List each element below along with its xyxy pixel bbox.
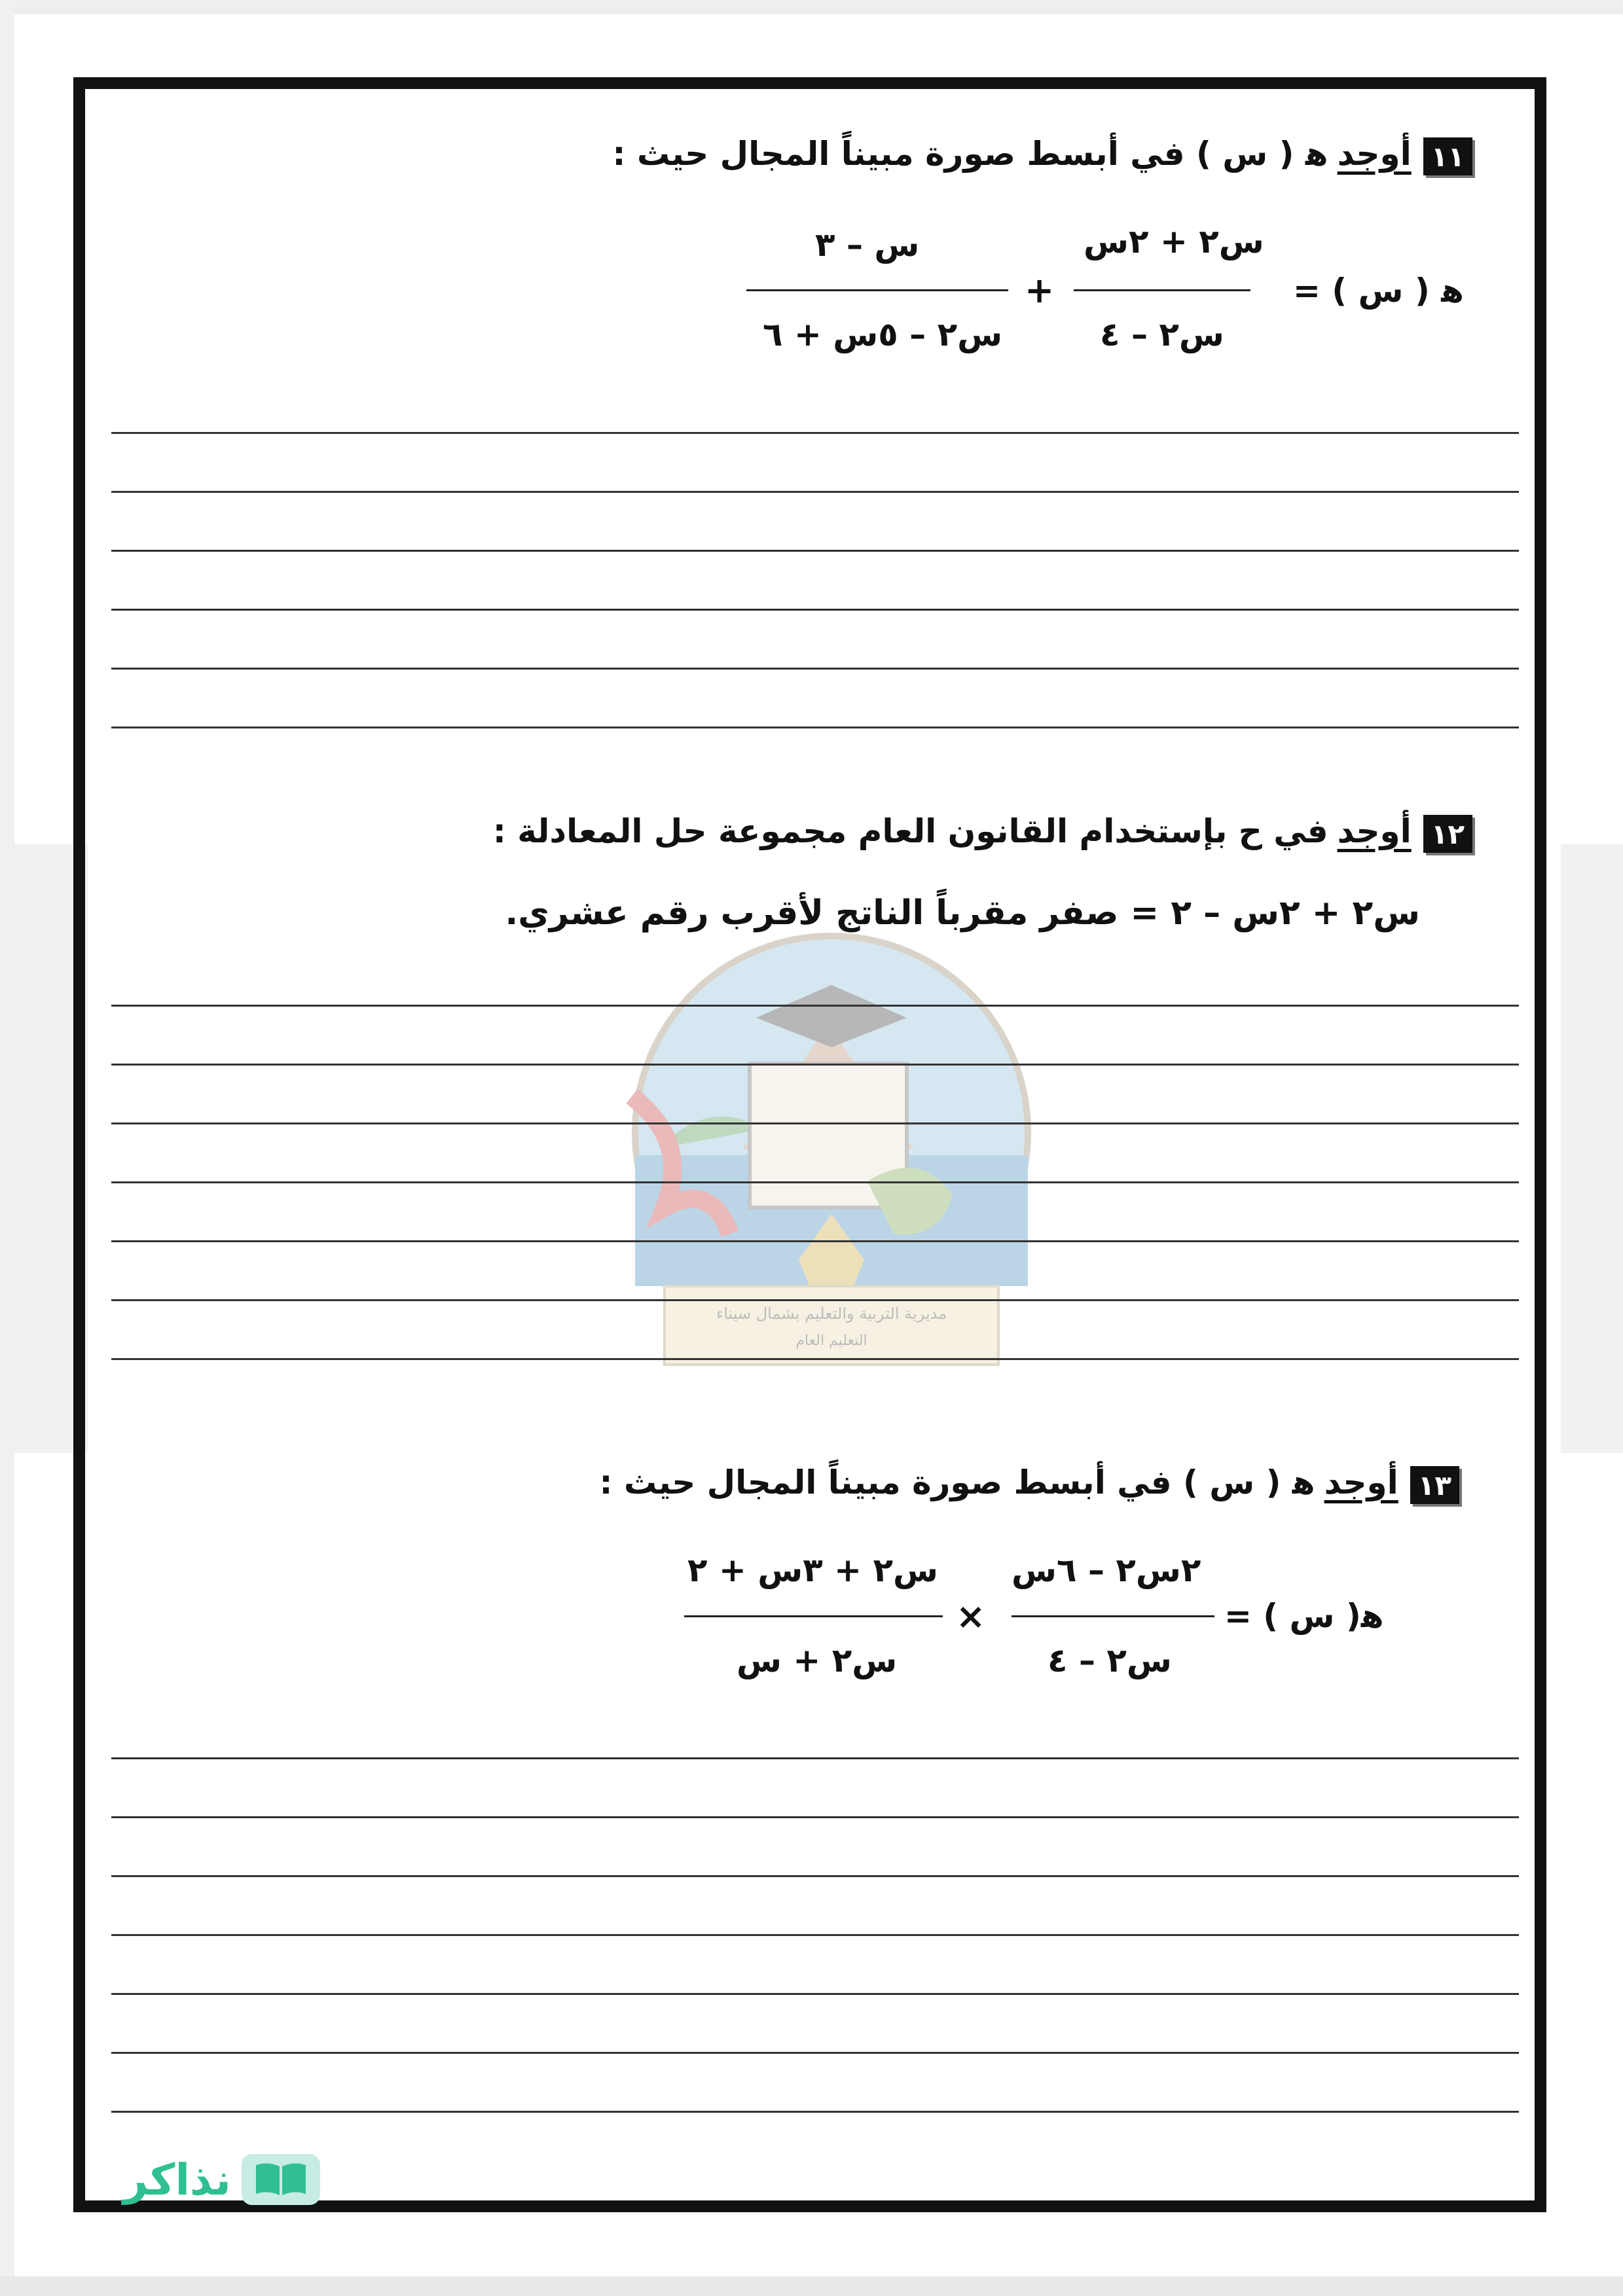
answer-line [111, 1934, 1519, 1936]
question-11-instruction: ﻫ ( س ) في أبسط صورة مبيناً المجال حيث : [612, 135, 1328, 173]
seal-text-line2: التعليم العام [795, 1333, 867, 1349]
question-11-fraction-2-denominator: س٢ – ٥س + ٦ [763, 315, 1003, 353]
answer-line [111, 726, 1519, 728]
answer-line [111, 1005, 1519, 1007]
question-13-fraction-2-bar [684, 1615, 943, 1617]
question-13-lhs: ﻫ( س ) = [1224, 1597, 1384, 1635]
answer-line [111, 1816, 1519, 1818]
question-11-lhs: ﻫ ( س ) = [1293, 272, 1464, 310]
question-13-number: ١٣ [1410, 1466, 1459, 1504]
answer-line [111, 1240, 1519, 1242]
page-edge-left [0, 0, 14, 2296]
question-13-fraction-1-bar [1012, 1615, 1214, 1617]
question-11-fraction-1-denominator: س٢ – ٤ [1100, 315, 1224, 353]
question-13-operator: × [956, 1596, 986, 1637]
question-12-heading [493, 808, 1472, 854]
answer-line [111, 609, 1519, 611]
page-edge-top [0, 0, 1623, 14]
nzakr-logo [123, 2153, 320, 2206]
question-13-fraction-1-denominator: س٢ – ٤ [1048, 1641, 1172, 1679]
question-11-fraction-1-bar [1074, 289, 1250, 291]
question-12-equation: س٢ + ٢س – ٢ = صفر مقرباً الناتج لأقرب رقم عشري. [505, 893, 1420, 933]
seal-text-line1: مديرية التربية والتعليم بشمال سيناء [716, 1304, 947, 1323]
question-11-verb: أوجد [1337, 135, 1412, 173]
question-13-fraction-2-numerator: س٢ + ٣س + ٢ [687, 1551, 939, 1589]
question-11-heading [613, 131, 1472, 177]
question-13-fraction-1-numerator: ٢س٢ – ٦س [1012, 1551, 1201, 1589]
answer-line [111, 1993, 1519, 1995]
page-edge-bottom [0, 2276, 1623, 2296]
answer-line [111, 1299, 1519, 1301]
question-13-instruction: ﻫ ( س ) في أبسط صورة مبيناً المجال حيث : [599, 1463, 1315, 1501]
question-13-heading [600, 1460, 1459, 1505]
question-11-operator: + [1025, 270, 1055, 311]
question-13-verb: أوجد [1324, 1463, 1398, 1501]
answer-line [111, 2111, 1519, 2113]
question-12-instruction: في ح بإستخدام القانون العام مجموعة حل المعادلة : [492, 812, 1328, 850]
answer-line [111, 2052, 1519, 2054]
answer-line [111, 550, 1519, 552]
answer-line [111, 1358, 1519, 1360]
question-11-fraction-1-numerator: س٢ + ٢س [1084, 223, 1264, 260]
question-11-fraction-2-bar [746, 289, 1008, 291]
question-12-number: ١٢ [1423, 815, 1472, 853]
answer-line [111, 1064, 1519, 1066]
question-11-fraction-2-numerator: س – ٣ [815, 226, 920, 264]
answer-line [111, 1181, 1519, 1183]
answer-line [111, 1122, 1519, 1124]
answer-line [111, 491, 1519, 493]
page-border-frame [73, 77, 1546, 2212]
question-13-fraction-2-denominator: س٢ + س [737, 1641, 898, 1679]
question-11-number: ١١ [1423, 137, 1472, 175]
answer-line [111, 1875, 1519, 1877]
question-12-verb: أوجد [1337, 812, 1412, 850]
answer-line [111, 668, 1519, 670]
answer-line [111, 1757, 1519, 1759]
nzakr-logo-text: نذاكر [123, 2154, 231, 2205]
answer-line [111, 432, 1519, 434]
open-book-icon [242, 2154, 320, 2205]
